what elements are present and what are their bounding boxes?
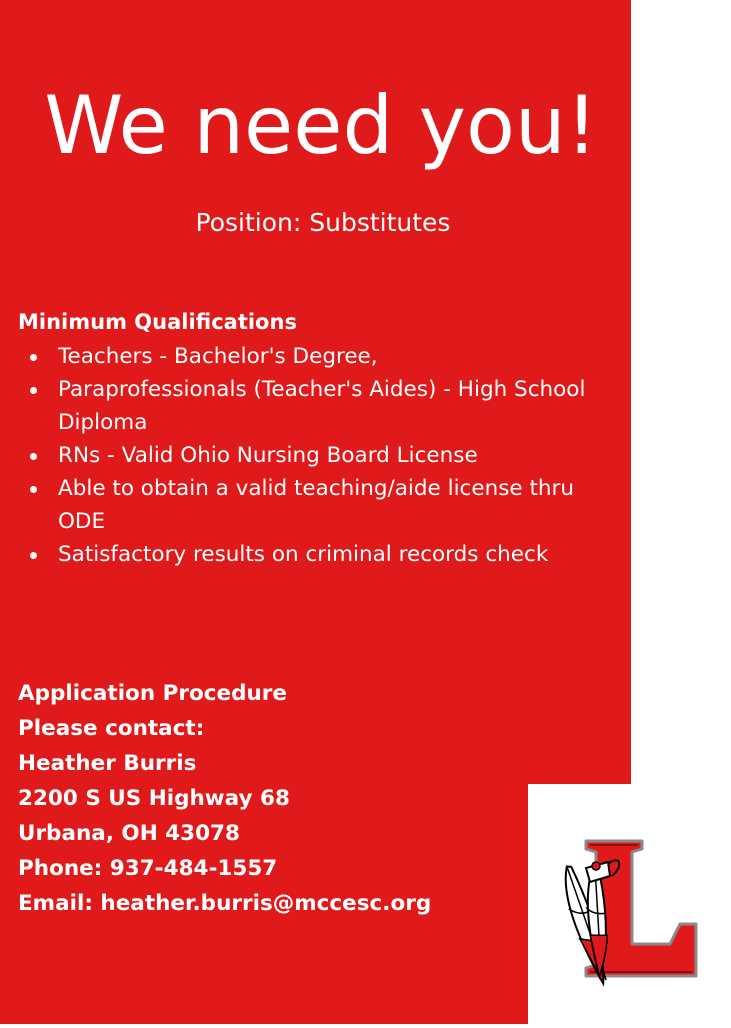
bullet-icon [30,486,37,493]
contact-name: Heather Burris [18,751,197,776]
application-heading: Application Procedure [18,681,287,706]
school-logo [528,784,731,1024]
bullet-icon [30,552,37,559]
position-subtitle: Position: Substitutes [195,208,451,237]
list-item: Able to obtain a valid teaching/aide license thru ODE [20,472,620,538]
bullet-icon [30,387,37,394]
list-item: Satisfactory results on criminal records check [20,538,620,571]
contact-city: Urbana, OH 43078 [18,821,240,846]
list-item: RNs - Valid Ohio Nursing Board License [20,439,620,472]
contact-address: 2200 S US Highway 68 [18,786,290,811]
bullet-icon [30,453,37,460]
list-item: Paraprofessionals (Teacher's Aides) - High School Diploma [20,373,620,439]
contact-phone: Phone: 937-484-1557 [18,856,278,881]
contact-line: Please contact: [18,716,205,741]
qualifications-list [20,340,620,571]
bullet-icon [30,354,37,361]
qualifications-heading: Minimum Qualifications [18,310,297,334]
application-procedure [18,676,431,921]
contact-email[interactable]: Email: heather.burris@mccesc.org [18,891,432,916]
headline: We need you! [44,79,598,172]
feather-letter-logo-icon [528,784,731,1024]
list-item: Teachers - Bachelor's Degree, [20,340,620,373]
